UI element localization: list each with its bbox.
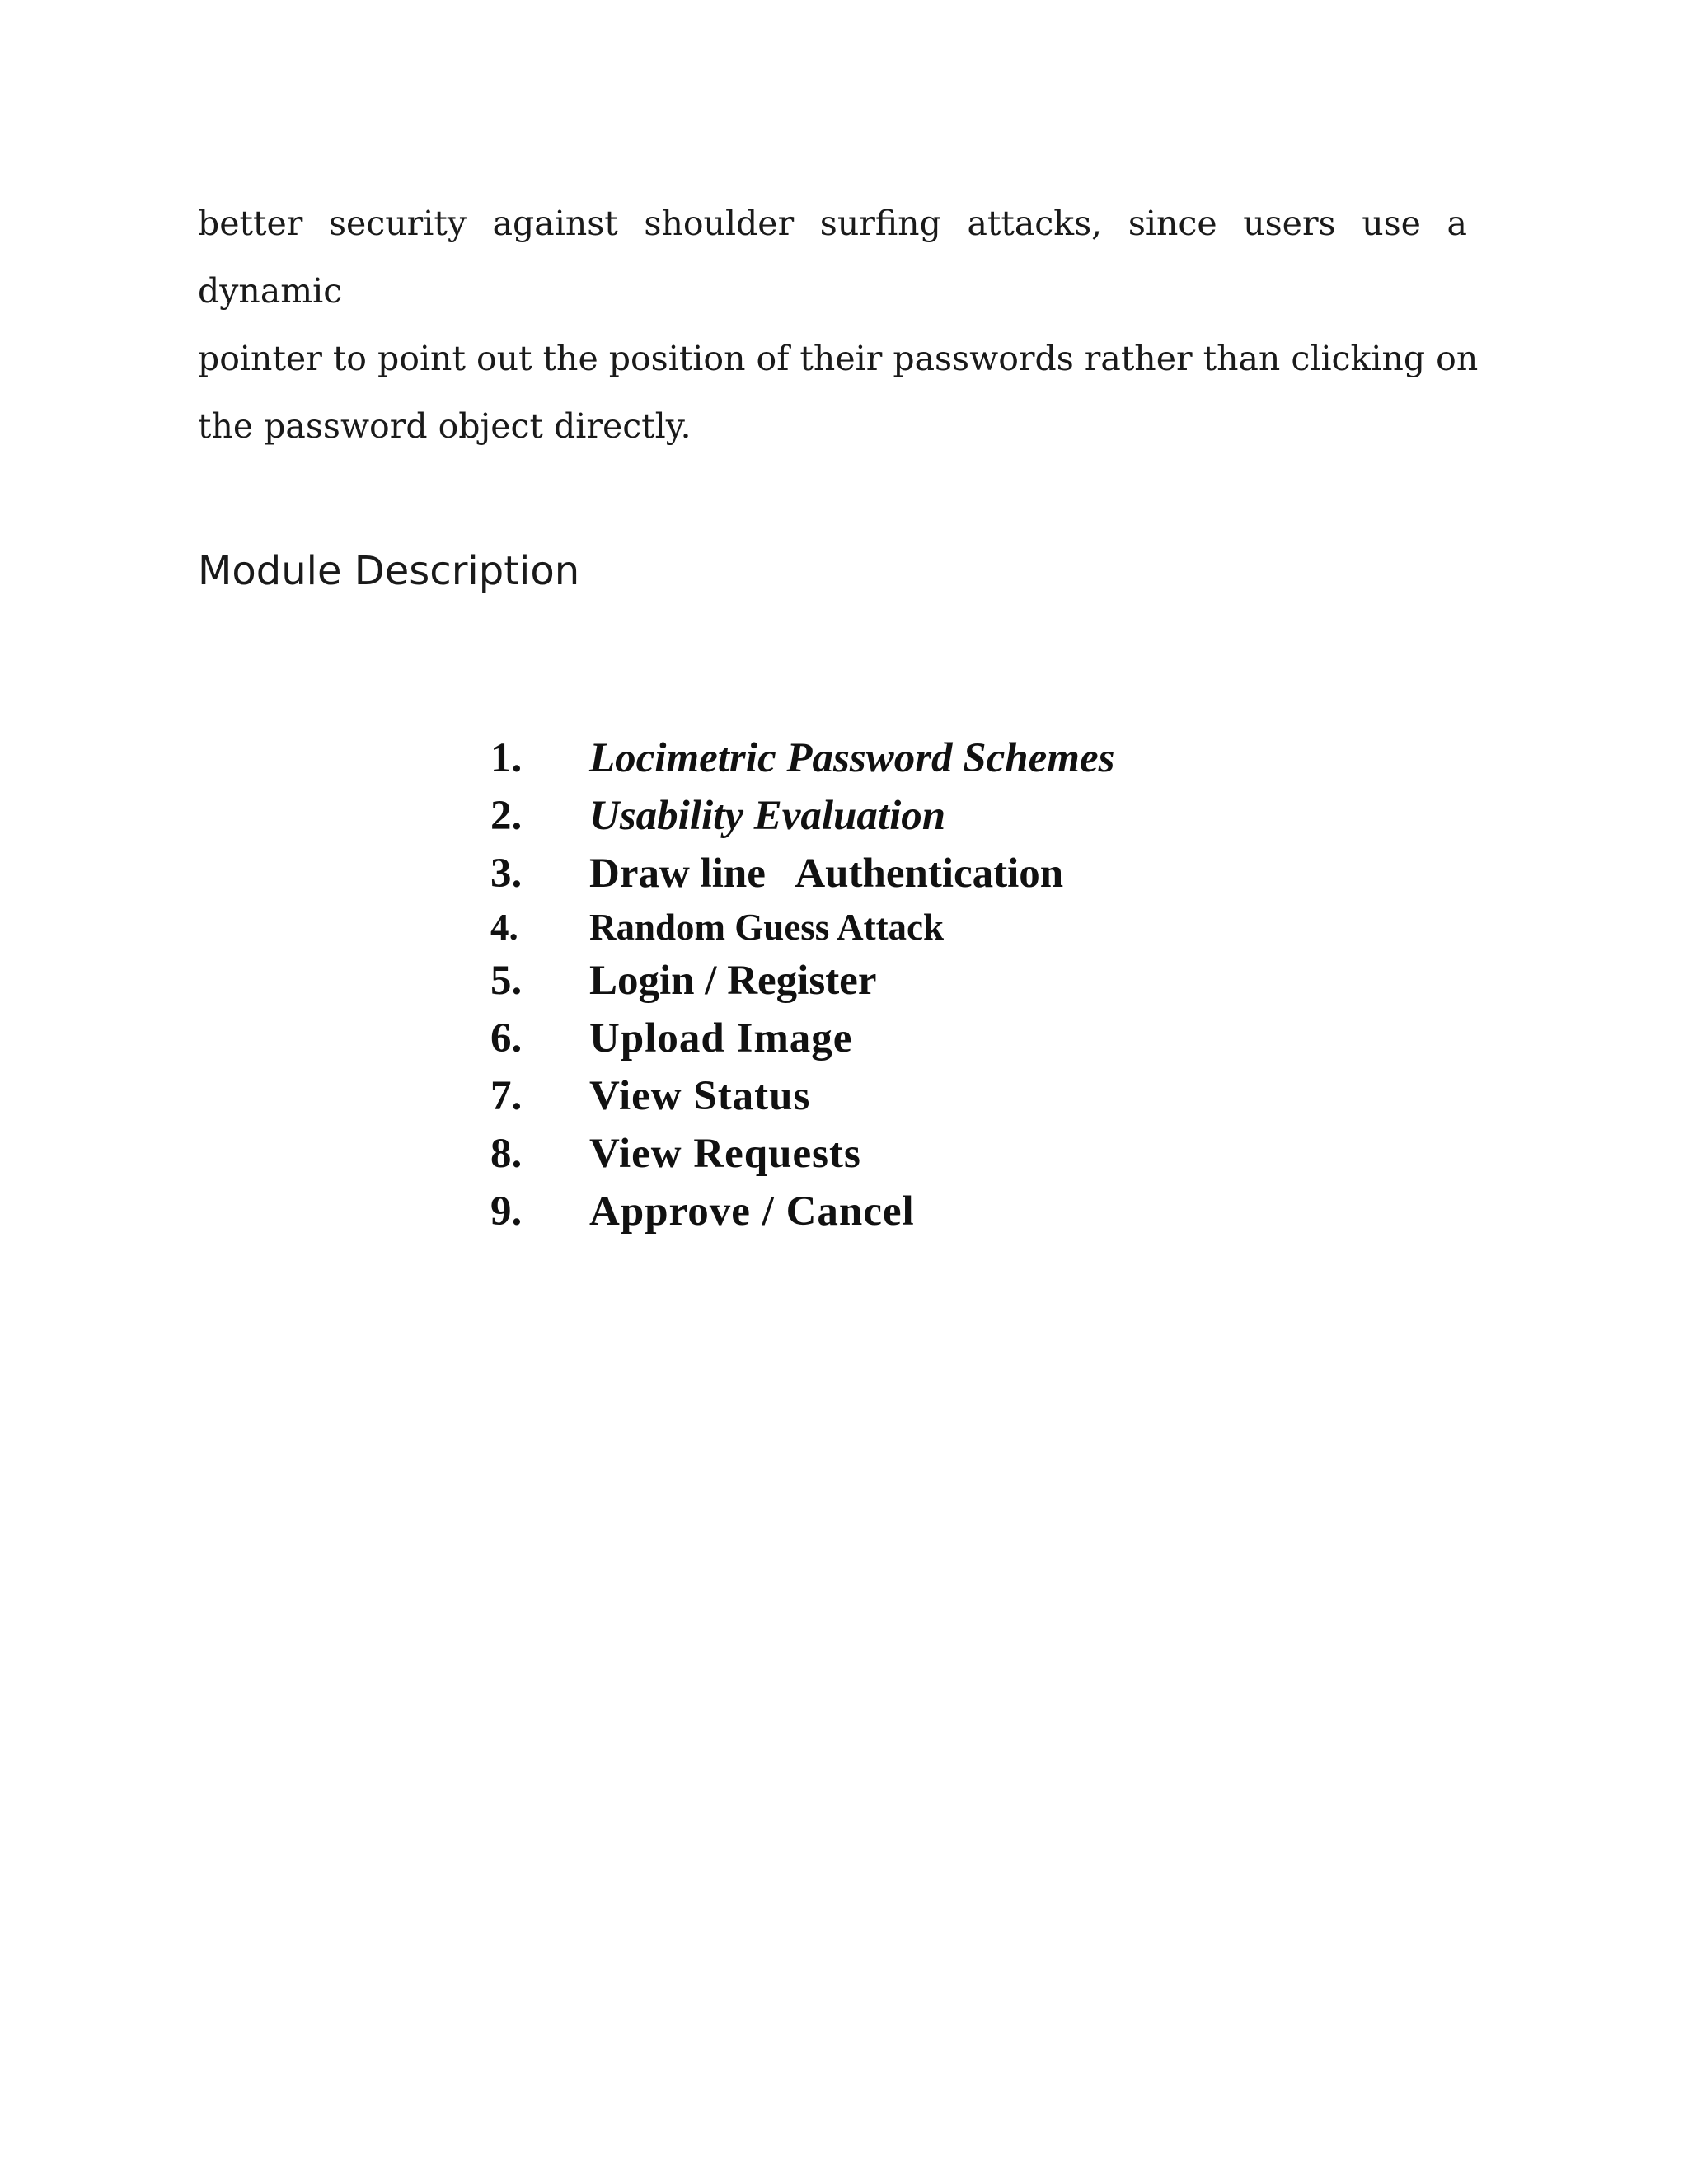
list-item-number: 3. bbox=[490, 851, 523, 897]
paragraph-line: the password object directly. bbox=[198, 406, 692, 446]
list-item-label: Random Guess Attack bbox=[589, 907, 945, 948]
list-item-number: 5. bbox=[490, 958, 523, 1004]
intro-paragraph bbox=[198, 190, 1479, 460]
list-item bbox=[490, 902, 1114, 952]
list-item-label: Upload Image bbox=[589, 1015, 853, 1062]
paragraph-line: pointer to point out the position of their passwords rather than clicking on bbox=[198, 339, 1479, 378]
paragraph-line: better security against shoulder surfing attacks, since users use a dynamic bbox=[198, 204, 1467, 311]
module-list bbox=[490, 729, 1114, 1240]
list-item bbox=[490, 1125, 1114, 1183]
list-item-label: Locimetric Password Schemes bbox=[589, 735, 1115, 781]
list-item-number: 9. bbox=[490, 1188, 523, 1235]
list-item bbox=[490, 952, 1114, 1010]
list-item-label: Usability Evaluation bbox=[589, 793, 946, 839]
list-item-number: 2. bbox=[490, 793, 523, 839]
list-item-label: Draw line Authentication bbox=[589, 851, 1064, 897]
list-item bbox=[490, 1183, 1114, 1240]
list-item bbox=[490, 1010, 1114, 1067]
list-item bbox=[490, 845, 1114, 902]
list-item bbox=[490, 787, 1114, 845]
list-item-label: View Requests bbox=[589, 1131, 861, 1177]
list-item-number: 1. bbox=[490, 735, 523, 781]
list-item-number: 8. bbox=[490, 1131, 523, 1177]
list-item bbox=[490, 729, 1114, 787]
list-item bbox=[490, 1067, 1114, 1125]
list-item-label: Login / Register bbox=[589, 958, 877, 1004]
list-item-number: 6. bbox=[490, 1015, 523, 1062]
list-item-number: 7. bbox=[490, 1073, 523, 1119]
list-item-label: Approve / Cancel bbox=[589, 1188, 915, 1235]
section-heading: Module Description bbox=[198, 548, 580, 594]
list-item-label: View Status bbox=[589, 1073, 811, 1119]
list-item-number: 4. bbox=[490, 907, 518, 948]
